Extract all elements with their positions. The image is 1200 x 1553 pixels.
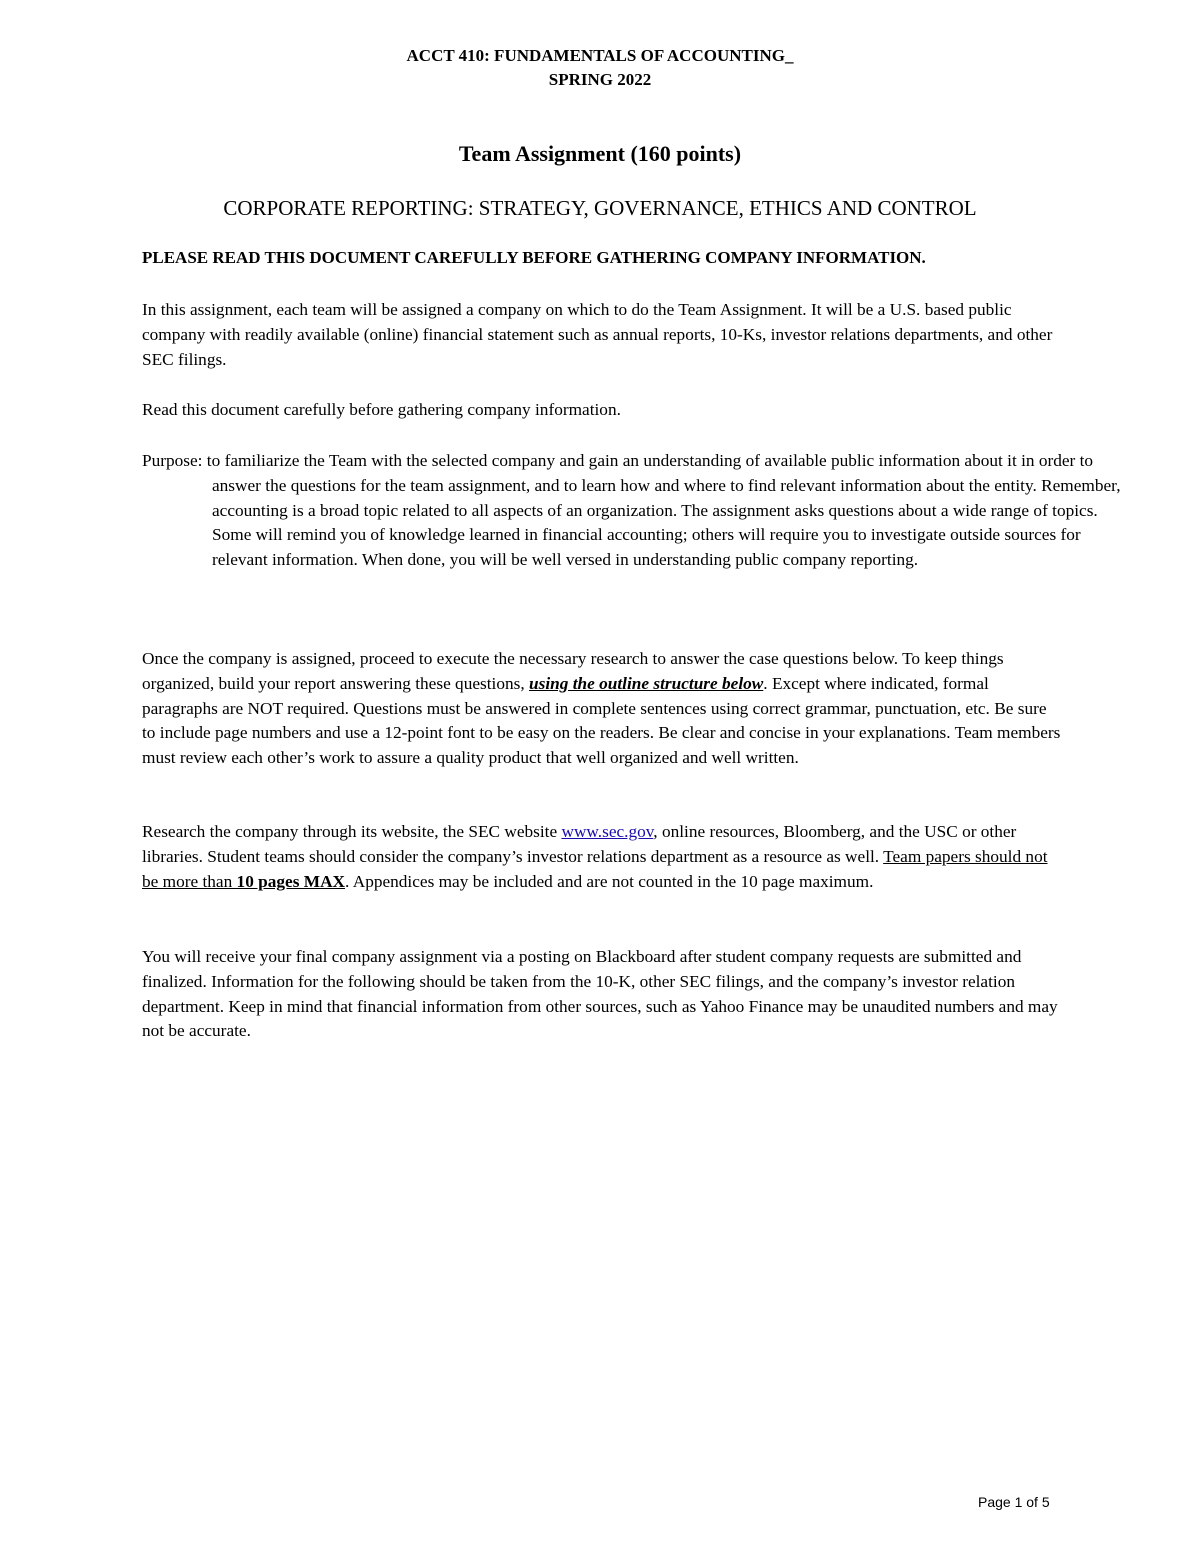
resources-text-a: Research the company through its website, the SEC website (142, 822, 562, 841)
instructions-text-b: . Except where indicated, formal paragraphs are NOT required. Questions must be answered in complete sentences using correct grammar, punctuation, etc. Be sure to include page numbers and use a 12-point font to be easy on the readers. Be clear and concise in your explanations. Team members must review each other’s work to assure a quality product that well organized and well written. (142, 673, 1061, 768)
resources-text-c: . Appendices may be included and are not counted in the 10 page maximum. (345, 871, 874, 891)
intro-paragraph: In this assignment, each team will be assigned a company on which to do the Team Assignment. It will be a U.S. based public company with readily available (online) financial statement such as annual reports, 10-Ks, investor relations departments, and other SEC filings. (142, 300, 1053, 369)
instructions-text-a: Once the company is assigned, proceed to execute the necessary research to answer the case questions below. To keep things organized, build your report answering these questions, (142, 649, 1004, 693)
purpose-paragraph: Purpose: to familiarize the Team with the selected company and gain an understanding of available public information about it in order to answer the questions for the team assignment, and to learn how and where to find relevant information about the entity. Remember, accounting is a broad topic related to all aspects of an organization. The assignment asks questions about a wide range of topics. Some will remind you of knowledge learned in financial accounting; others will require you to investigate outside sources for relevant information. When done, you will be well versed in understanding public company reporting. (142, 451, 1121, 570)
assignment-delivery-paragraph: You will receive your final company assignment via a posting on Blackboard after student company requests are submitted and finalized. Information for the following should be taken from the 10-K, other SEC filings, and the company’s investor relation department. Keep in mind that financial information from other sources, such as Yahoo Finance may be unaudited numbers and may not be accurate. (142, 947, 1058, 1041)
assignment-subtitle: CORPORATE REPORTING: STRATEGY, GOVERNANCE, ETHICS AND CONTROL (223, 196, 977, 220)
assignment-title: Team Assignment (160 points) (458, 141, 742, 166)
resources-paragraph (142, 820, 1062, 894)
sec-website-link[interactable]: www.sec.gov (561, 822, 654, 841)
course-title: ACCT 410: FUNDAMENTALS OF ACCOUNTING_ (406, 46, 794, 65)
page-limit-text: Team papers should not be more than (142, 846, 1048, 891)
read-notice: PLEASE READ THIS DOCUMENT CAREFULLY BEFORE GATHERING COMPANY INFORMATION. (142, 248, 926, 267)
read-carefully-paragraph: Read this document carefully before gathering company information. (142, 400, 621, 419)
course-header (0, 44, 1200, 92)
page-number: Page 1 of 5 (978, 1494, 1050, 1510)
term: SPRING 2022 (548, 70, 652, 89)
research-instructions-paragraph (142, 647, 1062, 771)
outline-emphasis: using the outline structure below (528, 673, 764, 693)
resources-text-b: , online resources, Bloomberg, and the USC or other libraries. Student teams should consider the company’s investor relations department as a resource as well. (142, 822, 1017, 866)
page-limit-max: 10 pages MAX (236, 871, 346, 891)
